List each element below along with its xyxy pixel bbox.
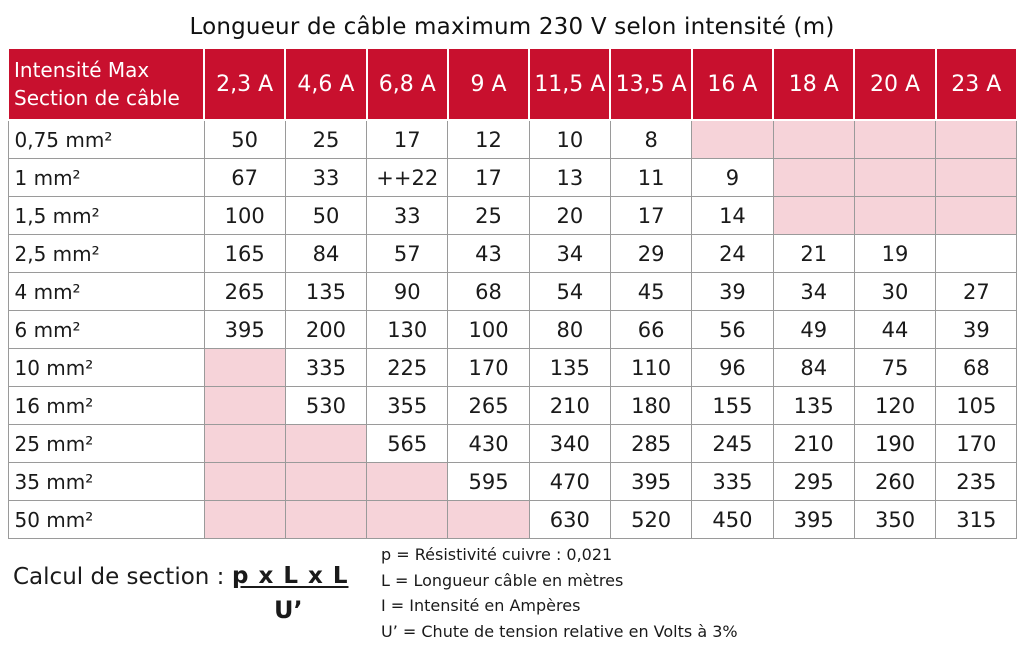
value-cell: 285 <box>610 425 691 463</box>
value-cell: 12 <box>448 120 529 159</box>
value-cell: 68 <box>936 349 1017 387</box>
value-cell: 10 <box>529 120 610 159</box>
value-cell: 33 <box>367 197 448 235</box>
table-row <box>8 349 1017 387</box>
table-body <box>8 120 1017 539</box>
empty-cell <box>204 501 285 539</box>
value-cell: ++22 <box>367 159 448 197</box>
value-cell: 17 <box>610 197 691 235</box>
empty-cell <box>204 463 285 501</box>
cable-length-table <box>7 47 1018 539</box>
value-cell: 33 <box>285 159 366 197</box>
empty-cell <box>936 120 1017 159</box>
empty-cell <box>854 120 935 159</box>
value-cell: 155 <box>692 387 773 425</box>
column-header: 2,3 A <box>204 48 285 120</box>
value-cell: 13 <box>529 159 610 197</box>
value-cell: 335 <box>692 463 773 501</box>
column-header: 11,5 A <box>529 48 610 120</box>
value-cell: 8 <box>610 120 691 159</box>
value-cell: 395 <box>773 501 854 539</box>
value-cell: 105 <box>936 387 1017 425</box>
empty-cell <box>936 197 1017 235</box>
value-cell: 96 <box>692 349 773 387</box>
value-cell: 34 <box>773 273 854 311</box>
value-cell: 50 <box>204 120 285 159</box>
value-cell: 120 <box>854 387 935 425</box>
formula-label: Calcul de section : <box>13 564 225 590</box>
value-cell: 43 <box>448 235 529 273</box>
value-cell: 44 <box>854 311 935 349</box>
value-cell: 50 <box>285 197 366 235</box>
value-cell: 39 <box>692 273 773 311</box>
value-cell: 25 <box>285 120 366 159</box>
empty-cell <box>692 120 773 159</box>
legend-item: p = Résistivité cuivre : 0,021 <box>381 545 613 564</box>
row-label: 50 mm² <box>8 501 204 539</box>
empty-cell <box>204 349 285 387</box>
value-cell: 520 <box>610 501 691 539</box>
value-cell: 110 <box>610 349 691 387</box>
column-header: 23 A <box>936 48 1017 120</box>
value-cell: 80 <box>529 311 610 349</box>
value-cell: 100 <box>448 311 529 349</box>
value-cell: 470 <box>529 463 610 501</box>
row-label: 10 mm² <box>8 349 204 387</box>
table-row <box>8 120 1017 159</box>
legend-item: U’ = Chute de tension relative en Volts à 3% <box>381 621 738 641</box>
value-cell: 24 <box>692 235 773 273</box>
column-header: 13,5 A <box>610 48 691 120</box>
legend-item: I = Intensité en Ampères <box>381 596 581 615</box>
value-cell: 130 <box>367 311 448 349</box>
empty-cell <box>936 159 1017 197</box>
row-label: 4 mm² <box>8 273 204 311</box>
value-cell: 11 <box>610 159 691 197</box>
empty-cell <box>854 197 935 235</box>
value-cell: 30 <box>854 273 935 311</box>
table-row <box>8 463 1017 501</box>
value-cell: 350 <box>854 501 935 539</box>
empty-cell <box>448 501 529 539</box>
table-row <box>8 159 1017 197</box>
value-cell: 190 <box>854 425 935 463</box>
empty-cell <box>854 159 935 197</box>
value-cell: 135 <box>529 349 610 387</box>
value-cell: 17 <box>367 120 448 159</box>
value-cell: 25 <box>448 197 529 235</box>
value-cell: 530 <box>285 387 366 425</box>
row-label: 35 mm² <box>8 463 204 501</box>
table-row <box>8 387 1017 425</box>
value-cell: 49 <box>773 311 854 349</box>
value-cell: 84 <box>285 235 366 273</box>
value-cell: 67 <box>204 159 285 197</box>
value-cell: 450 <box>692 501 773 539</box>
legend-item: L = Longueur câble en mètres <box>381 570 624 590</box>
empty-cell <box>204 387 285 425</box>
table-row <box>8 425 1017 463</box>
value-cell: 165 <box>204 235 285 273</box>
value-cell: 27 <box>936 273 1017 311</box>
column-header: 6,8 A <box>367 48 448 120</box>
row-label: 0,75 mm² <box>8 120 204 159</box>
empty-cell <box>285 463 366 501</box>
value-cell: 595 <box>448 463 529 501</box>
table-row <box>8 235 1017 273</box>
value-cell: 630 <box>529 501 610 539</box>
value-cell: 210 <box>773 425 854 463</box>
row-label: 25 mm² <box>8 425 204 463</box>
header-row <box>8 48 1017 120</box>
column-header: 18 A <box>773 48 854 120</box>
empty-cell <box>367 463 448 501</box>
table-row <box>8 501 1017 539</box>
value-cell: 75 <box>854 349 935 387</box>
corner-header-intensity: Intensité Max <box>14 58 150 82</box>
empty-cell <box>773 159 854 197</box>
value-cell: 45 <box>610 273 691 311</box>
value-cell: 265 <box>448 387 529 425</box>
value-cell: 430 <box>448 425 529 463</box>
column-header: 4,6 A <box>285 48 366 120</box>
table-title: Longueur de câble maximum 230 V selon intensité (m) <box>189 14 835 40</box>
empty-cell <box>773 120 854 159</box>
value-cell: 180 <box>610 387 691 425</box>
row-label: 6 mm² <box>8 311 204 349</box>
value-cell: 34 <box>529 235 610 273</box>
value-cell: 57 <box>367 235 448 273</box>
value-cell: 19 <box>854 235 935 273</box>
value-cell: 260 <box>854 463 935 501</box>
value-cell: 54 <box>529 273 610 311</box>
row-label: 2,5 mm² <box>8 235 204 273</box>
value-cell: 295 <box>773 463 854 501</box>
value-cell: 225 <box>367 349 448 387</box>
empty-cell <box>285 425 366 463</box>
column-header: 20 A <box>854 48 935 120</box>
value-cell: 135 <box>773 387 854 425</box>
value-cell: 340 <box>529 425 610 463</box>
empty-cell <box>367 501 448 539</box>
value-cell: 335 <box>285 349 366 387</box>
value-cell: 355 <box>367 387 448 425</box>
value-cell: 265 <box>204 273 285 311</box>
row-label: 1 mm² <box>8 159 204 197</box>
value-cell: 9 <box>692 159 773 197</box>
value-cell: 39 <box>936 311 1017 349</box>
value-cell: 395 <box>204 311 285 349</box>
value-cell: 21 <box>773 235 854 273</box>
value-cell: 84 <box>773 349 854 387</box>
value-cell <box>936 235 1017 273</box>
corner-header-section: Section de câble <box>14 86 180 110</box>
value-cell: 565 <box>367 425 448 463</box>
value-cell: 245 <box>692 425 773 463</box>
row-label: 1,5 mm² <box>8 197 204 235</box>
empty-cell <box>204 425 285 463</box>
value-cell: 17 <box>448 159 529 197</box>
formula-legend <box>381 542 738 644</box>
table-row <box>8 197 1017 235</box>
value-cell: 170 <box>448 349 529 387</box>
formula-numerator: p x L x L <box>232 563 349 589</box>
value-cell: 20 <box>529 197 610 235</box>
corner-header <box>8 48 204 120</box>
table-row <box>8 311 1017 349</box>
value-cell: 135 <box>285 273 366 311</box>
empty-cell <box>285 501 366 539</box>
formula-denominator: U’ <box>274 596 303 624</box>
value-cell: 14 <box>692 197 773 235</box>
table-row <box>8 273 1017 311</box>
value-cell: 235 <box>936 463 1017 501</box>
value-cell: 395 <box>610 463 691 501</box>
value-cell: 66 <box>610 311 691 349</box>
empty-cell <box>773 197 854 235</box>
value-cell: 200 <box>285 311 366 349</box>
value-cell: 56 <box>692 311 773 349</box>
value-cell: 29 <box>610 235 691 273</box>
value-cell: 68 <box>448 273 529 311</box>
value-cell: 210 <box>529 387 610 425</box>
value-cell: 90 <box>367 273 448 311</box>
value-cell: 100 <box>204 197 285 235</box>
value-cell: 170 <box>936 425 1017 463</box>
row-label: 16 mm² <box>8 387 204 425</box>
value-cell: 315 <box>936 501 1017 539</box>
column-header: 16 A <box>692 48 773 120</box>
column-header: 9 A <box>448 48 529 120</box>
